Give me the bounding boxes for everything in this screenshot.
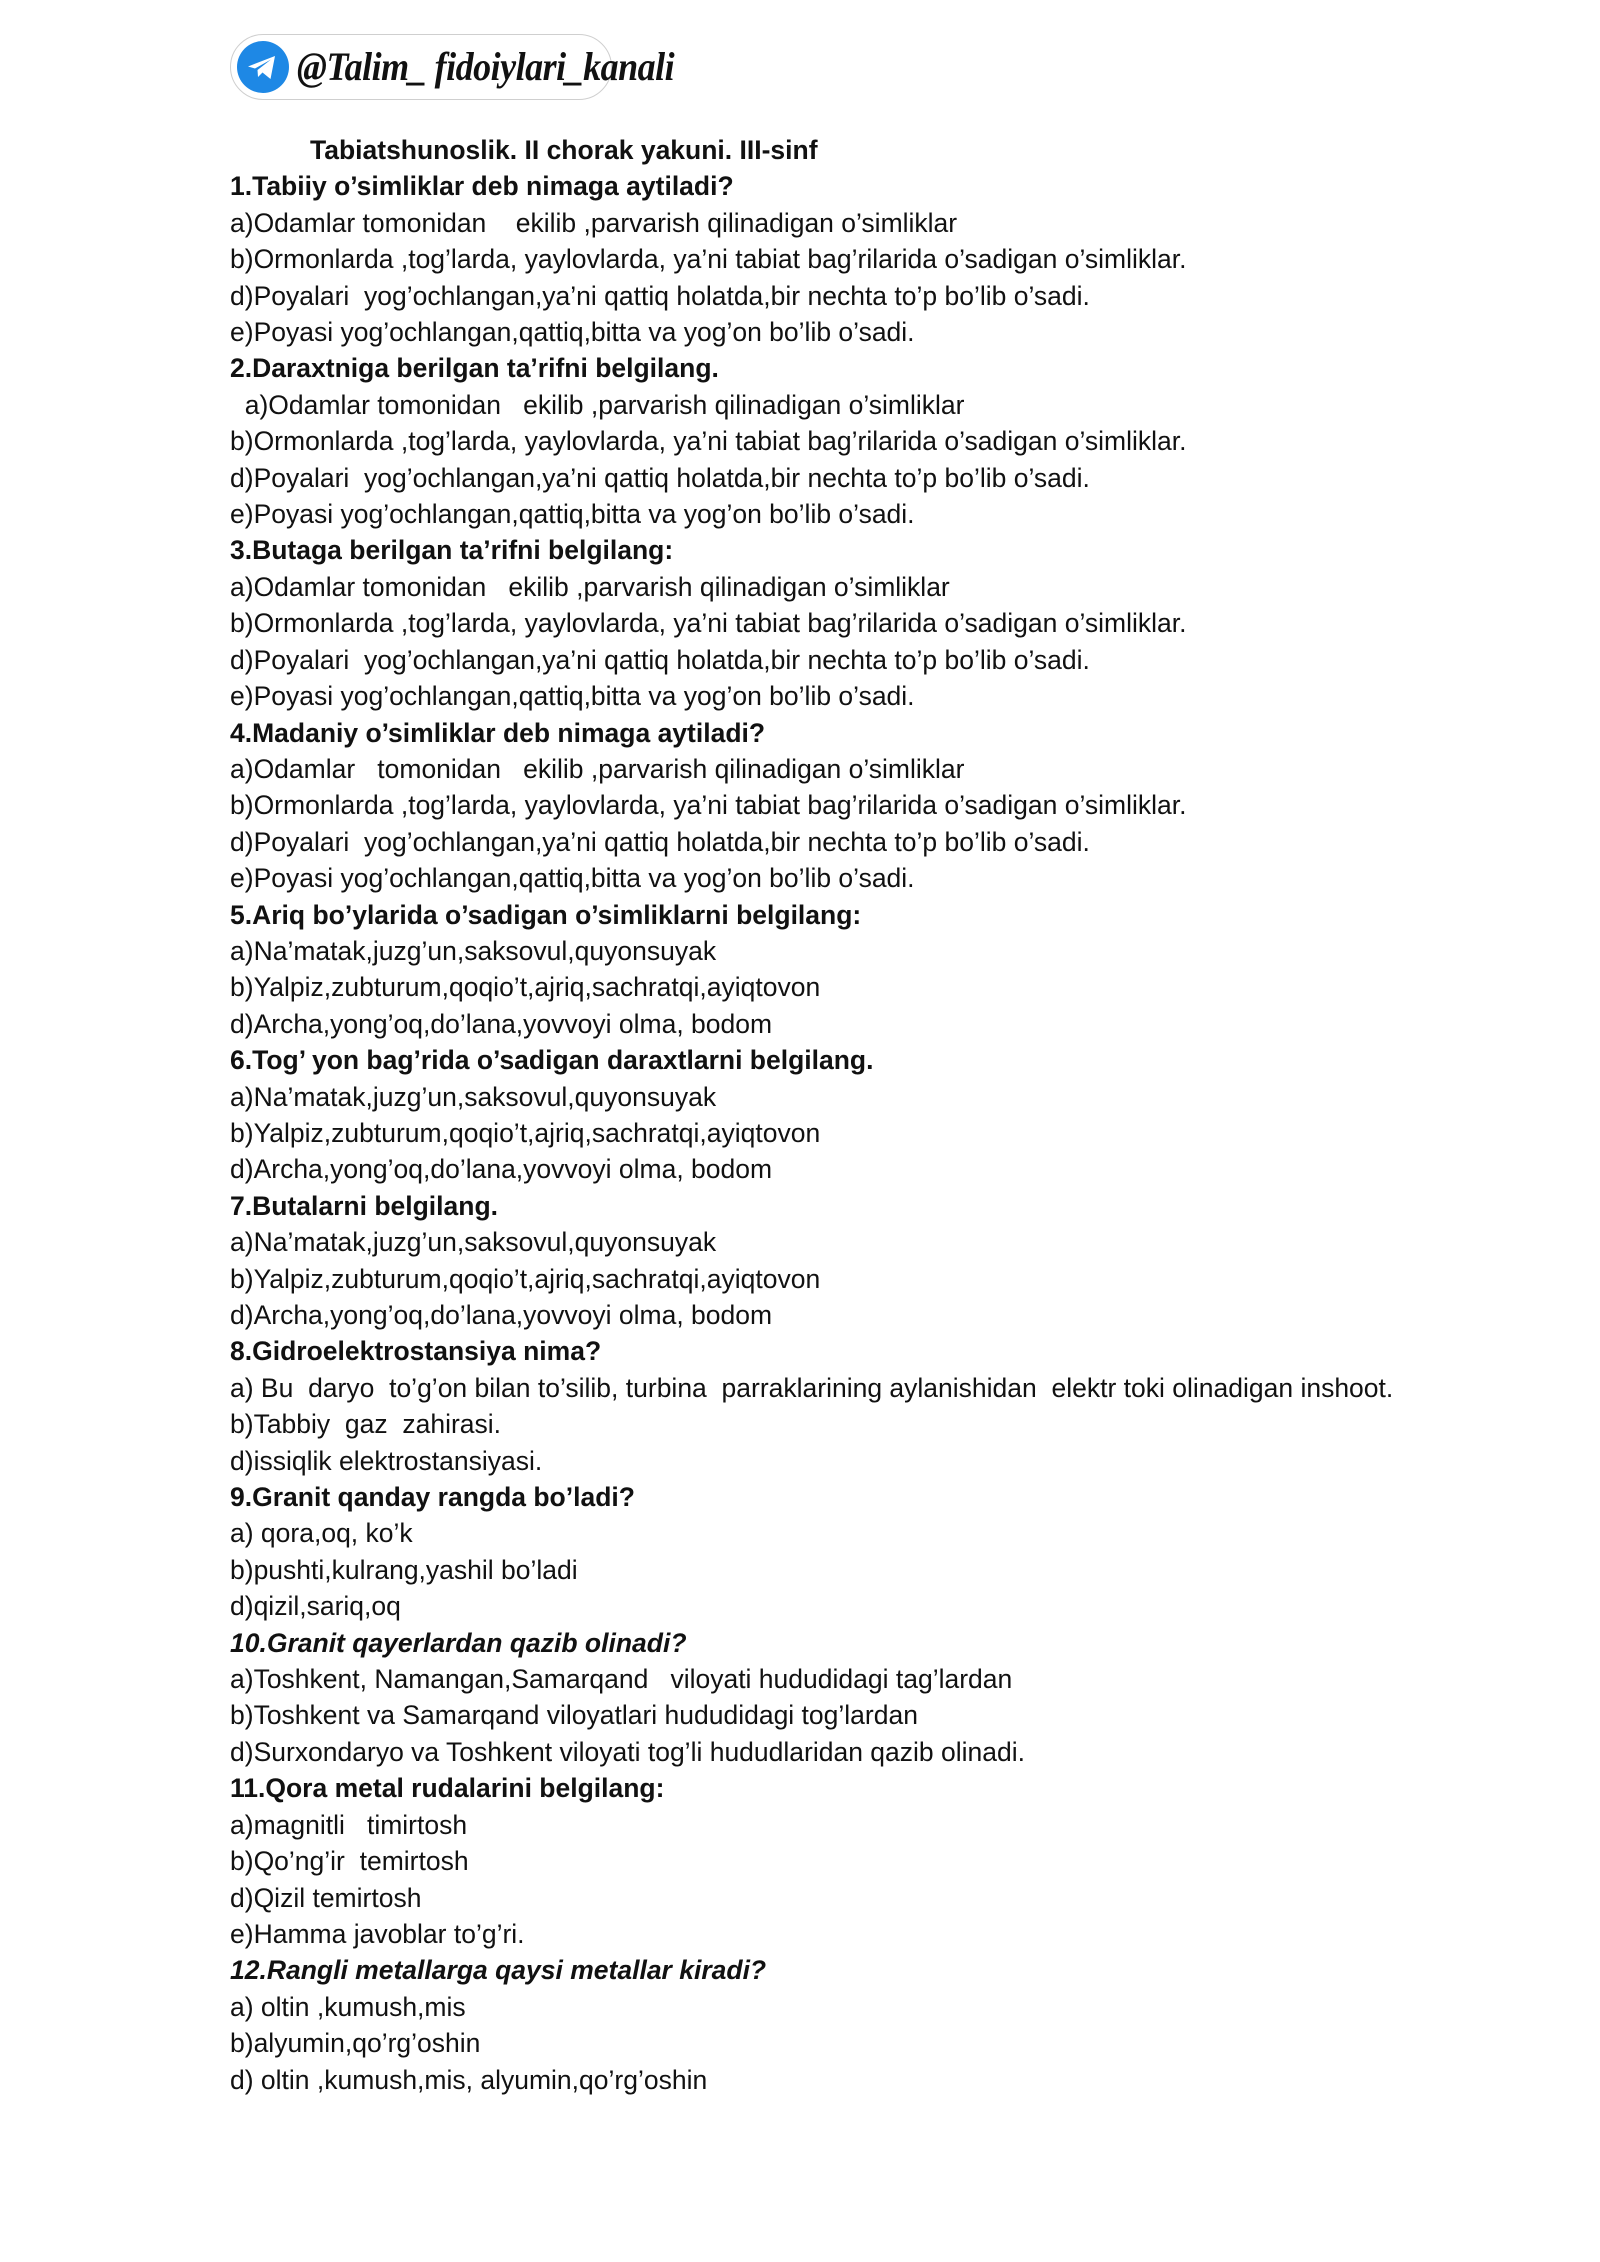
channel-badge[interactable]	[230, 34, 675, 100]
answer-option: b)Yalpiz,zubturum,qoqio’t,ajriq,sachratqi,ayiqtovon	[230, 1263, 821, 1294]
answer-option: a)Toshkent, Namangan,Samarqand viloyati hududidagi tag’lardan	[230, 1664, 1013, 1695]
answer-option: a) qora,oq, ko’k	[230, 1518, 413, 1549]
answer-option: a)magnitli timirtosh	[230, 1809, 468, 1840]
answer-option: b)Yalpiz,zubturum,qoqio’t,ajriq,sachratqi,ayiqtovon	[230, 972, 821, 1003]
question-1: 1.Tabiiy o’simliklar deb nimaga aytiladi?	[230, 171, 734, 202]
question-9: 9.Granit qanday rangda bo’ladi?	[230, 1482, 635, 1513]
question-3: 3.Butaga berilgan ta’rifni belgilang:	[230, 535, 674, 566]
answer-option: b)Tabbiy gaz zahirasi.	[230, 1409, 502, 1440]
answer-option: d)Poyalari yog’ochlangan,ya’ni qattiq holatda,bir nechta to’p bo’lib o’sadi.	[230, 462, 1090, 493]
answer-option: b)Yalpiz,zubturum,qoqio’t,ajriq,sachratqi,ayiqtovon	[230, 1117, 821, 1148]
answer-option: a)Odamlar tomonidan ekilib ,parvarish qilinadigan o’simliklar	[230, 207, 958, 238]
answer-option: a)Odamlar tomonidan ekilib ,parvarish qilinadigan o’simliklar	[230, 389, 965, 420]
answer-option: d)Qizil temirtosh	[230, 1882, 422, 1913]
answer-option: a)Odamlar tomonidan ekilib ,parvarish qilinadigan o’simliklar	[230, 571, 950, 602]
question-11: 11.Qora metal rudalarini belgilang:	[230, 1773, 665, 1804]
answer-option: b)Qo’ng’ir temirtosh	[230, 1846, 469, 1877]
answer-option: a)Na’matak,juzg’un,saksovul,quyonsuyak	[230, 935, 717, 966]
answer-option: b)alyumin,qo’rg’oshin	[230, 2028, 481, 2059]
answer-option: e)Hamma javoblar to’g’ri.	[230, 1918, 525, 1949]
answer-option: b)Toshkent va Samarqand viloyatlari hududidagi tog’lardan	[230, 1700, 918, 1731]
answer-option: d)Poyalari yog’ochlangan,ya’ni qattiq holatda,bir nechta to’p bo’lib o’sadi.	[230, 826, 1090, 857]
channel-name: @Talim_ fidoiylari_kanali	[297, 44, 675, 89]
answer-option: d)Poyalari yog’ochlangan,ya’ni qattiq holatda,bir nechta to’p bo’lib o’sadi.	[230, 644, 1090, 675]
answer-option: d)qizil,sariq,oq	[230, 1591, 401, 1622]
answer-option: b)Ormonlarda ,tog’larda, yaylovlarda, ya’ni tabiat bag’rilarida o’sadigan o’simliklar.	[230, 608, 1187, 639]
answer-option: d)Poyalari yog’ochlangan,ya’ni qattiq holatda,bir nechta to’p bo’lib o’sadi.	[230, 280, 1090, 311]
answer-option: e)Poyasi yog’ochlangan,qattiq,bitta va yog’on bo’lib o’sadi.	[230, 681, 915, 712]
telegram-icon	[235, 39, 291, 95]
question-12: 12.Rangli metallarga qaysi metallar kiradi?	[230, 1955, 767, 1986]
answer-option: a)Odamlar tomonidan ekilib ,parvarish qilinadigan o’simliklar	[230, 753, 965, 784]
question-6: 6.Tog’ yon bag’rida o’sadigan daraxtlarni belgilang.	[230, 1045, 874, 1076]
quiz-content	[230, 132, 1570, 2098]
answer-option: e)Poyasi yog’ochlangan,qattiq,bitta va yog’on bo’lib o’sadi.	[230, 499, 915, 530]
answer-option: b)Ormonlarda ,tog’larda, yaylovlarda, ya’ni tabiat bag’rilarida o’sadigan o’simliklar.	[230, 790, 1187, 821]
answer-option: d)Archa,yong’oq,do’lana,yovvoyi olma, bodom	[230, 1008, 773, 1039]
answer-option: a)Na’matak,juzg’un,saksovul,quyonsuyak	[230, 1081, 717, 1112]
question-4: 4.Madaniy o’simliklar deb nimaga aytiladi?	[230, 717, 766, 748]
answer-option: e)Poyasi yog’ochlangan,qattiq,bitta va yog’on bo’lib o’sadi.	[230, 317, 915, 348]
answer-option: b)pushti,kulrang,yashil bo’ladi	[230, 1554, 578, 1585]
answer-option: d) oltin ,kumush,mis, alyumin,qo’rg’oshin	[230, 2064, 708, 2095]
question-7: 7.Butalarni belgilang.	[230, 1190, 498, 1221]
question-5: 5.Ariq bo’ylarida o’sadigan o’simliklarni belgilang:	[230, 899, 862, 930]
answer-option: a)Na’matak,juzg’un,saksovul,quyonsuyak	[230, 1227, 717, 1258]
answer-option: d)Surxondaryo va Toshkent viloyati tog’li hududlaridan qazib olinadi.	[230, 1736, 1025, 1767]
question-10: 10.Granit qayerlardan qazib olinadi?	[230, 1627, 687, 1658]
answer-option: b)Ormonlarda ,tog’larda, yaylovlarda, ya’ni tabiat bag’rilarida o’sadigan o’simliklar.	[230, 244, 1187, 275]
question-2: 2.Daraxtniga berilgan ta’rifni belgilang.	[230, 353, 719, 384]
answer-option: a) Bu daryo to’g’on bilan to’silib, turbina parraklarining aylanishidan elektr toki olinadigan inshoot.	[230, 1372, 1394, 1403]
question-8: 8.Gidroelektrostansiya nima?	[230, 1336, 602, 1367]
answer-option: d)Archa,yong’oq,do’lana,yovvoyi olma, bodom	[230, 1154, 773, 1185]
answer-option: d)issiqlik elektrostansiyasi.	[230, 1445, 543, 1476]
answer-option: d)Archa,yong’oq,do’lana,yovvoyi olma, bodom	[230, 1300, 773, 1330]
answer-option: b)Ormonlarda ,tog’larda, yaylovlarda, ya’ni tabiat bag’rilarida o’sadigan o’simliklar.	[230, 426, 1187, 457]
answer-option: e)Poyasi yog’ochlangan,qattiq,bitta va yog’on bo’lib o’sadi.	[230, 863, 915, 894]
page-title: Tabiatshunoslik. II chorak yakuni. III-sinf	[310, 135, 818, 165]
answer-option: a) oltin ,kumush,mis	[230, 1991, 466, 2022]
